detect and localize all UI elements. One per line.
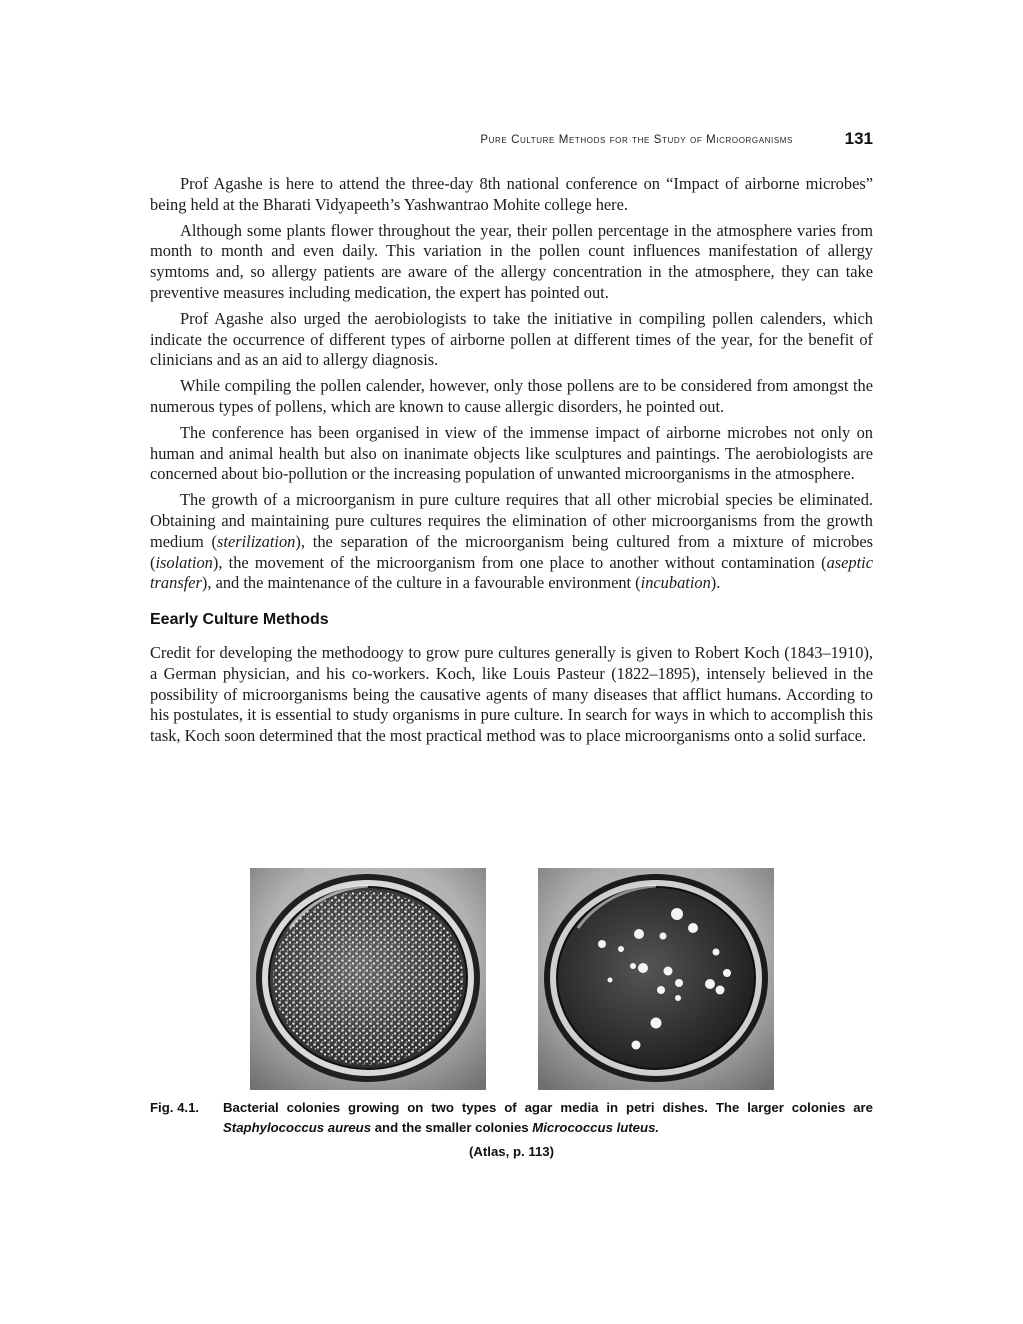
caption-species-1: Staphylococcus aureus bbox=[223, 1120, 372, 1135]
body-text bbox=[150, 174, 873, 752]
paragraph-4: While compiling the pollen calender, however, only those pollens are to be considered from amongst the numerous types of pollens, which are known to cause allergic disorders, he pointed out. bbox=[150, 376, 873, 416]
caption-part-2: and the smaller colonies bbox=[371, 1120, 533, 1135]
paragraph-6-text-1: The growth of a microorganism in pure culture requires that all other microbial species be eliminated. Obtaining and maintaining pure cultures requires the elimination of other microorganisms from the growth medium ( bbox=[150, 490, 873, 551]
page-number: 131 bbox=[844, 129, 873, 148]
paragraph-3: Prof Agashe also urged the aerobiologists to take the initiative in compiling pollen calenders, which indicate the occurrence of different types of airborne pollen at different times of the year, for the benefit of clinicians and as an aid to allergy diagnosis. bbox=[150, 308, 873, 370]
paragraph-6-text-2: ), the separation of the microorganism being cultured from a mixture of microbes ( bbox=[150, 531, 874, 572]
caption-source: (Atlas, p. 113) bbox=[468, 1144, 555, 1159]
paragraph-2: Although some plants flower throughout the year, their pollen percentage in the atmosphere varies from month to month and even daily. This variation in the pollen count influences manifestation of allergy symtoms and, so allergy patients are aware of the allergy concentration in the atmosphere, they can take preventive measures including medication, the expert has pointed out. bbox=[150, 220, 873, 302]
term-sterilization: sterilization bbox=[217, 531, 296, 551]
petri-dish-photo-large-colonies bbox=[538, 868, 774, 1090]
paragraph-5: The conference has been organised in view of the immense impact of airborne microbes not only on human and animal health but also on inanimate objects like sculptures and paintings. The aerobiologists are concerned about bio-pollution or the increasing population of unwanted microorganisms in the atmosphere. bbox=[150, 422, 873, 484]
term-isolation: isolation bbox=[155, 552, 213, 572]
term-aseptic-transfer: aseptic transfer bbox=[150, 552, 873, 593]
paragraph-1: Prof Agashe is here to attend the three-day 8th national conference on “Impact of airborne microbes” being held at the Bharati Vidyapeeth’s Yashwantrao Mohite college here. bbox=[150, 174, 873, 214]
caption-species-2: Micrococcus luteus. bbox=[532, 1120, 660, 1135]
figure-label: Fig. 4.1. bbox=[150, 1100, 200, 1115]
paragraph-6-text-5: ). bbox=[710, 573, 721, 593]
petri-dish-photo-dense-colonies bbox=[250, 868, 486, 1090]
caption-text bbox=[223, 1098, 873, 1138]
section-paragraph: Credit for developing the methodoogy to grow pure cultures generally is given to Robert Koch (1843–1910), a German physician, and his co-workers. Koch, like Louis Pasteur (1822–1895), intensely believed in the possibility of microorganisms being the causative agents of many diseases that afflict humans. According to his postulates, it is essential to study organisms in pure culture. In search for ways in which to accomplish this task, Koch soon determined that the most practical method was to place microorganisms onto a solid surface. bbox=[150, 642, 873, 746]
section-heading: Eearly Culture Methods bbox=[150, 611, 329, 629]
running-title: Pure Culture Methods for the Study of Microorganisms bbox=[480, 134, 793, 146]
paragraph-6-text-4: ), and the maintenance of the culture in a favourable environment ( bbox=[201, 573, 641, 593]
term-incubation: incubation bbox=[640, 573, 711, 593]
paragraph-6 bbox=[150, 490, 873, 594]
paragraph-6-text-3: ), the movement of the microorganism from one place to another without contamination ( bbox=[212, 552, 827, 572]
caption-part-1: Bacterial colonies growing on two types of agar media in petri dishes. The larger colonies are bbox=[223, 1100, 873, 1115]
figure bbox=[150, 868, 873, 1168]
running-head bbox=[150, 131, 873, 155]
